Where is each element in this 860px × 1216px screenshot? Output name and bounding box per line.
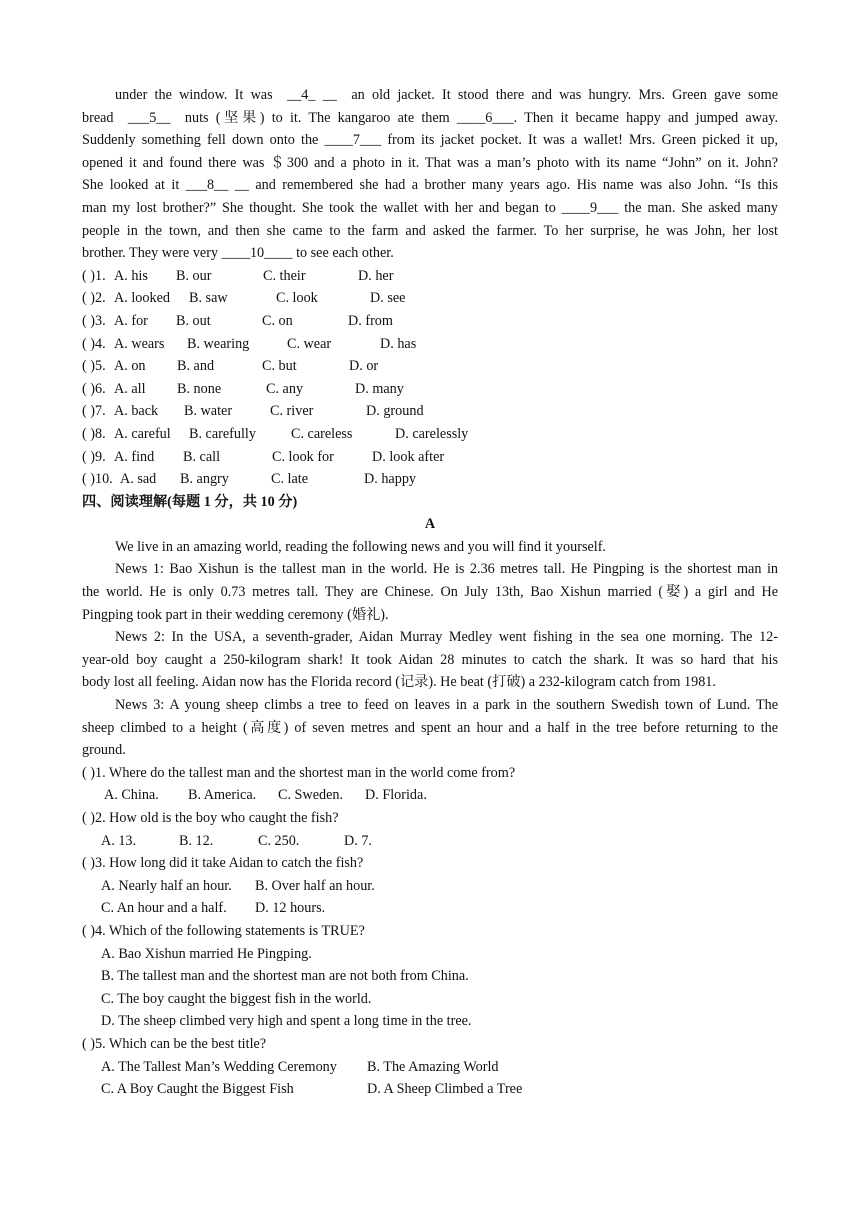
option: A. 13.: [101, 832, 137, 849]
option: C. Sweden.: [278, 787, 344, 804]
passage-line: Suddenly something fell down onto the ____7___ from its jacket pocket. It was a wallet! Mrs. Green picked it up,: [82, 132, 778, 149]
passage-line: brother. They were very ____10____ to see each other.: [82, 245, 394, 262]
reading-question-3: [82, 852, 778, 920]
option: C. river: [270, 403, 314, 420]
option: D. look after: [372, 448, 445, 465]
option: C. A Boy Caught the Biggest Fish: [101, 1081, 294, 1098]
option: A. sad: [120, 471, 157, 488]
option: D. A Sheep Climbed a Tree: [367, 1081, 523, 1098]
passage-line: She looked at it ___8__ __ and remembered she had a brother many years ago. His name was also John. “Is this: [82, 177, 778, 194]
cloze-question-9: [82, 446, 778, 469]
option: D. Florida.: [365, 787, 427, 804]
cloze-question-1: [82, 265, 778, 288]
question-number: ( )9.: [82, 448, 106, 465]
passage-line: bread ___5__ nuts (坚果) to it. The kangaroo ate them ____6___. Then it became happy and jumped away.: [82, 109, 778, 126]
option: A. for: [114, 312, 148, 329]
news-3: [82, 694, 778, 762]
option: B. America.: [188, 787, 257, 804]
question-number: ( )8.: [82, 425, 106, 442]
news-line: body lost all feeling. Aidan now has the Florida record (记录). He beat (打破) a 232-kilogram catch from 1981.: [82, 674, 716, 691]
option: B. and: [177, 358, 215, 375]
news-line: ground.: [82, 742, 126, 759]
reading-question-4: [82, 920, 778, 1033]
question-number: ( )5.: [82, 358, 106, 375]
cloze-questions: [82, 265, 778, 491]
option: C. wear: [287, 335, 332, 352]
question-number: ( )10.: [82, 471, 113, 488]
option: A. Bao Xishun married He Pingping.: [101, 945, 312, 962]
cloze-question-10: [82, 468, 778, 491]
option: C. look: [276, 290, 318, 307]
question-number: ( )4.: [82, 335, 106, 352]
news-2: [82, 626, 778, 694]
news-line: News 3: A young sheep climbs a tree to feed on leaves in a park in the southern Swedish town of Lund. The: [115, 697, 778, 714]
option: B. none: [177, 380, 222, 397]
reading-question-2: [82, 807, 778, 852]
option: B. out: [176, 312, 211, 329]
option: C. An hour and a half.: [101, 900, 227, 917]
option: C. look for: [272, 448, 334, 465]
option: D. many: [355, 380, 404, 397]
reading-intro: We live in an amazing world, reading the following news and you will find it yourself.: [115, 538, 606, 555]
option: B. The Amazing World: [367, 1058, 499, 1075]
option: D. from: [348, 312, 393, 329]
question-stem: ( )4. Which of the following statements is TRUE?: [82, 922, 365, 939]
option: B. saw: [189, 290, 228, 307]
news-line: sheep climbed to a height (高度) of seven metres and spent an hour and a half in the tree before returning to the: [82, 719, 778, 736]
option: D. her: [358, 267, 394, 284]
option: D. 12 hours.: [255, 900, 326, 917]
question-number: ( )3.: [82, 312, 106, 329]
option-row: [82, 830, 778, 853]
news-line: Pingping took part in their wedding ceremony (婚礼).: [82, 606, 389, 623]
cloze-question-8: [82, 423, 778, 446]
option-row: [82, 875, 778, 898]
option: B. wearing: [187, 335, 250, 352]
option: A. China.: [104, 787, 159, 804]
option: D. ground: [366, 403, 424, 420]
question-stem: ( )1. Where do the tallest man and the shortest man in the world come from?: [82, 764, 516, 781]
reading-question-5: [82, 1033, 778, 1101]
cloze-question-3: [82, 310, 778, 333]
question-number: ( )2.: [82, 290, 106, 307]
option: B. our: [176, 267, 212, 284]
cloze-question-2: [82, 287, 778, 310]
option-row: [82, 897, 778, 920]
option: A. on: [114, 358, 146, 375]
option: C. on: [262, 312, 293, 329]
option: A. wears: [114, 335, 165, 352]
news-line: the world. He is only 0.73 metres tall. They are Chinese. On July 13th, Bao Xishun married (娶) a girl and He: [82, 584, 778, 601]
passage-line: opened it and found there was ＄300 and a photo in it. That was a man’s photo with its name “John” on it. John?: [82, 154, 778, 171]
option: A. looked: [114, 290, 170, 307]
news-line: News 1: Bao Xishun is the tallest man in the world. He is 2.36 metres tall. He Pingping is the shortest man in: [115, 561, 778, 578]
passage-line: man my lost brother?” She thought. She took the wallet with her and began to ____9___ the man. She asked many: [82, 199, 778, 216]
question-number: ( )7.: [82, 403, 106, 420]
option: B. water: [184, 403, 233, 420]
option: B. angry: [180, 471, 229, 488]
option: D. carelessly: [395, 425, 469, 442]
option: D. see: [370, 290, 406, 307]
section-heading: 四、阅读理解(每题 1 分，共 10 分): [82, 493, 298, 510]
option: D. happy: [364, 471, 417, 488]
option: B. 12.: [179, 832, 214, 849]
option: B. The tallest man and the shortest man are not both from China.: [101, 968, 469, 985]
option: A. find: [114, 448, 155, 465]
reading-question-1: [82, 762, 778, 807]
option: C. 250.: [258, 832, 300, 849]
exam-page: [82, 84, 778, 1101]
question-stem: ( )5. Which can be the best title?: [82, 1035, 267, 1052]
passage-line: under the window. It was __4_ __ an old jacket. It stood there and was hungry. Mrs. Green gave some: [115, 87, 778, 103]
option: B. carefully: [189, 425, 256, 442]
option: D. or: [349, 358, 379, 375]
option: A. careful: [114, 425, 171, 442]
option: A. all: [114, 380, 146, 397]
question-number: ( )6.: [82, 380, 106, 397]
option: D. has: [380, 335, 417, 352]
option: A. Nearly half an hour.: [101, 877, 232, 894]
cloze-question-5: [82, 355, 778, 378]
option: C. their: [263, 267, 306, 284]
option-row: [82, 784, 778, 807]
option: C. any: [266, 380, 304, 397]
news-1: [82, 558, 778, 626]
news-line: News 2: In the USA, a seventh-grader, Aidan Murray Medley went fishing in the sea one morning. The 12-: [115, 629, 778, 646]
cloze-question-6: [82, 378, 778, 401]
passage-label: A: [424, 516, 436, 533]
option: D. 7.: [344, 832, 372, 849]
option: C. late: [271, 471, 309, 488]
question-stem: ( )3. How long did it take Aidan to catch the fish?: [82, 855, 364, 872]
question-stem: ( )2. How old is the boy who caught the fish?: [82, 810, 339, 826]
question-number: ( )1.: [82, 267, 106, 284]
passage-line: people in the town, and then she came to the farm and asked the farmer. To her surprise, he was John, her lost: [82, 222, 778, 239]
cloze-passage: [82, 84, 778, 265]
option: D. The sheep climbed very high and spent a long time in the tree.: [101, 1013, 472, 1030]
option-row: [82, 1056, 778, 1079]
option: B. Over half an hour.: [255, 877, 375, 894]
cloze-question-4: [82, 333, 778, 356]
option: A. The Tallest Man’s Wedding Ceremony: [101, 1058, 337, 1075]
option: B. call: [183, 448, 221, 465]
cloze-question-7: [82, 400, 778, 423]
option-row: [82, 1078, 778, 1101]
option: C. but: [262, 358, 297, 375]
option: C. careless: [291, 425, 353, 442]
news-line: year-old boy caught a 250-kilogram shark! It took Aidan 28 minutes to catch the shark. It was so hard that his: [82, 651, 778, 668]
option: A. back: [114, 403, 159, 420]
option: A. his: [114, 267, 148, 284]
option: C. The boy caught the biggest fish in the world.: [101, 990, 372, 1007]
